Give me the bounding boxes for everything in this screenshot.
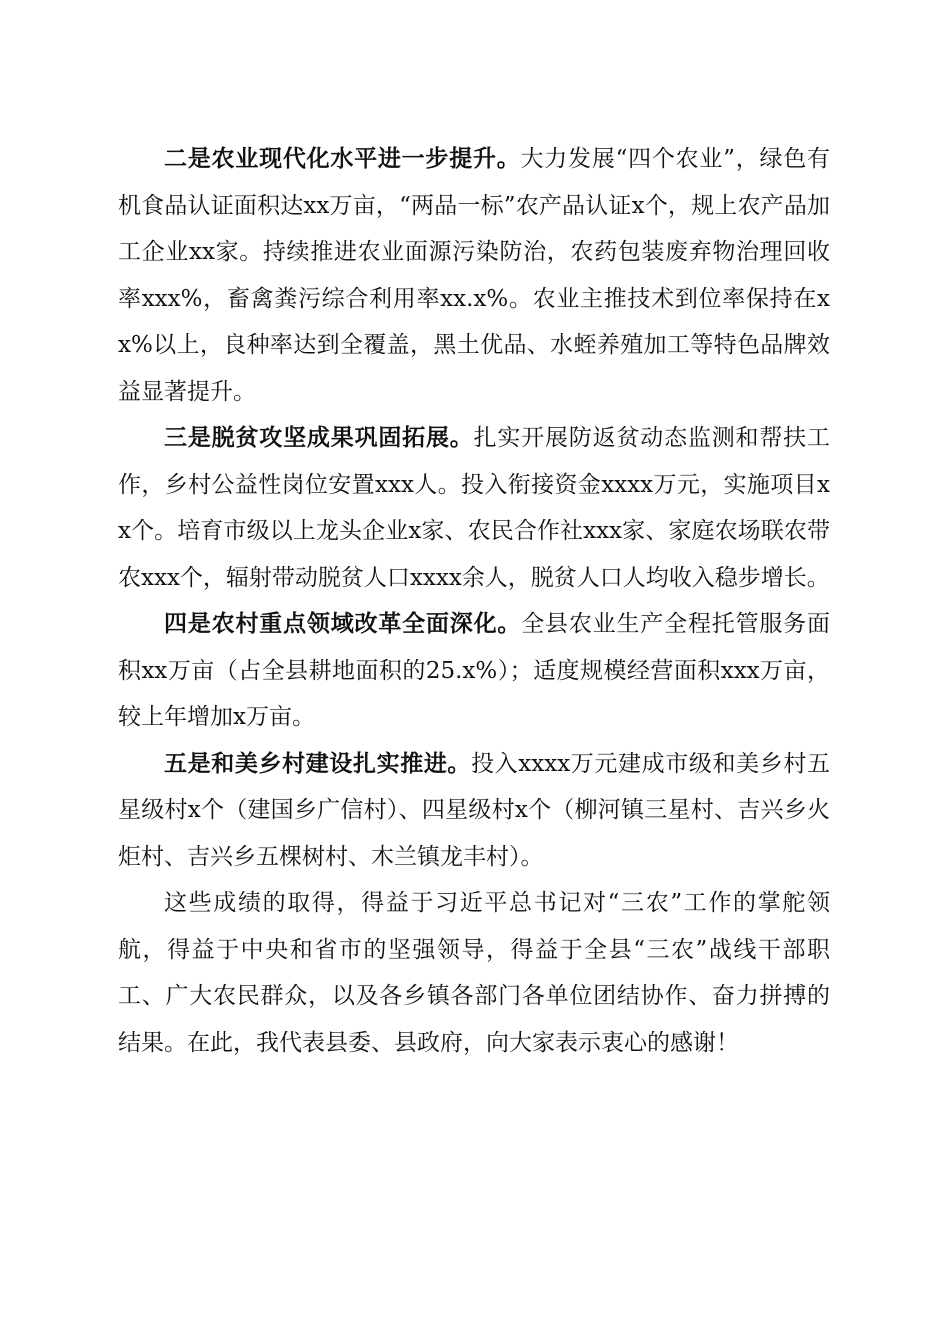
paragraph-body: 大力发展“四个农业”，绿色有机食品认证面积达xx万亩，“两品一标”农产品认证x个，规上农产品加工企业xx家。持续推进农业面源污染防治，农药包装废弃物治理回收率xxx%，畜禽粪污综合利用率xx.x%。农业主推技术到位率保持在xx%以上，良种率达到全覆盖，黑土优品、水蛭养殖加工等特色品牌效益显著提升。 <box>118 146 830 405</box>
paragraph-body: 扎实开展防返贫动态监测和帮扶工作，乡村公益性岗位安置xxx人。投入衔接资金xxxx万元，实施项目xx个。培育市级以上龙头企业x家、农民合作社xxx家、家庭农场联农带农xxx个，辐射带动脱贫人口xxxx余人，脱贫人口人均收入稳步增长。 <box>118 425 831 591</box>
paragraph-heading: 二是农业现代化水平进一步提升。 <box>164 145 521 172</box>
paragraph-body: 投入xxxx万元建成市级和美乡村五星级村x个（建国乡广信村）、四星级村x个（柳河镇三星村、吉兴乡火炬村、吉兴乡五棵树村、木兰镇龙丰村）。 <box>118 750 831 870</box>
paragraph-body: 全县农业生产全程托管服务面积xx万亩（占全县耕地面积的25.x%）；适度规模经营面积xxx万亩，较上年增加x万亩。 <box>118 611 831 730</box>
paragraph-village-construction <box>118 741 830 881</box>
paragraph-heading: 三是脱贫攻坚成果巩固拓展。 <box>164 424 474 451</box>
paragraph-body: 这些成绩的取得，得益于习近平总书记对“三农”工作的掌舵领航，得益于中央和省市的坚强领导，得益于全县“三农”战线干部职工、广大农民群众，以及各乡镇各部门各单位团结协作、奋力拼搏的结果。在此，我代表县委、县政府，向大家表示衷心的感谢！ <box>118 890 830 1056</box>
paragraph-agriculture-modernization <box>118 136 830 415</box>
paragraph-heading: 四是农村重点领域改革全面深化。 <box>164 610 522 637</box>
paragraph-acknowledgement <box>118 880 830 1066</box>
paragraph-poverty-alleviation <box>118 415 830 601</box>
paragraph-rural-reform <box>118 601 830 741</box>
paragraph-heading: 五是和美乡村建设扎实推进。 <box>164 749 472 777</box>
document-page <box>118 136 830 1066</box>
